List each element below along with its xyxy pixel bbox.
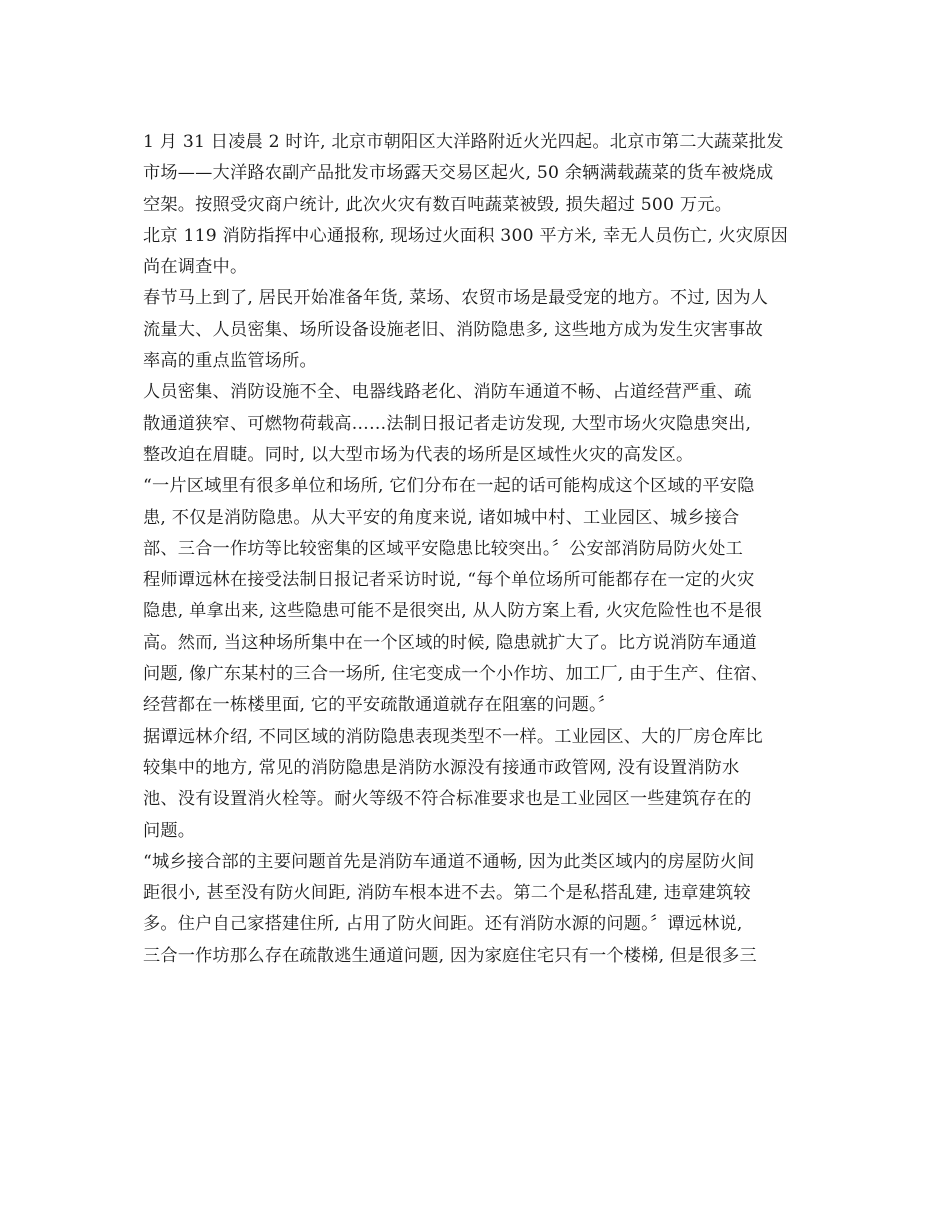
text-line: “城乡接合部的主要问题首先是消防车通道不通畅, 因为此类区域内的房屋防火间 [143,851,755,872]
text-line: 据谭远林介绍, 不同区域的消防隐患表现类型不一样。工业园区、大的厂房仓库比 [143,726,763,747]
text-line: 1 月 31 日凌晨 2 时许, 北京市朝阳区大洋路附近火光四起。北京市第二大蔬菜批发 [143,132,784,152]
text-line: 人员密集、消防设施不全、电器线路老化、消防车通道不畅、占道经营严重、疏 [143,382,752,403]
text-line: 池、没有设置消火栓等。耐火等级不符合标准要求也是工业园区一些建筑存在的 [143,789,752,810]
text-line: 问题, 像广东某村的三合一场所, 住宅变成一个小作坊、加工厂, 由于生产、住宿、 [143,664,769,685]
text-line: 市场——大洋路农副产品批发市场露天交易区起火, 50 余辆满载蔬菜的货车被烧成 [143,163,774,184]
text-line: 部、三合一作坊等比较密集的区域平安隐患比较突出。〞公安部消防局防火处工 [143,538,743,559]
text-line: 率高的重点监管场所。 [143,351,317,372]
text-line: 整改迫在眉睫。同时, 以大型市场为代表的场所是区域性火灾的高发区。 [143,444,694,465]
text-line: 北京 119 消防指挥中心通报称, 现场过火面积 300 平方米, 幸无人员伤亡, 火灾原因 [143,225,789,246]
text-line: 三合一作坊那么存在疏散逃生通道问题, 因为家庭住宅只有一个楼梯, 但是很多三 [143,945,757,966]
text-line: 问题。 [143,820,196,841]
text-line: 春节马上到了, 居民开始准备年货, 菜场、农贸市场是最受宠的地方。不过, 因为人 [143,288,769,309]
text-line: 距很小, 甚至没有防火间距, 消防车根本进不去。第二个是私搭乱建, 违章建筑较 [143,883,751,904]
text-line: 高。然而, 当这种场所集中在一个区域的时候, 隐患就扩大了。比方说消防车通道 [143,632,757,653]
text-line: 散通道狭窄、可燃物荷载高……法制日报记者走访发现, 大型市场火灾隐患突出, [143,413,752,434]
text-line: 患, 不仅是消防隐患。从大平安的角度来说, 诸如城中村、工业园区、城乡接合 [143,507,740,528]
text-line: 经营都在一栋楼里面, 它的平安疏散通道就存在阻塞的问题。〞 [143,695,616,716]
text-line: 多。住户自己家搭建住所, 占用了防火间距。还有消防水源的问题。〞谭远林说, [143,914,743,935]
text-line: 较集中的地方, 常见的消防隐患是消防水源没有接通市政管网, 没有设置消防水 [143,757,740,778]
text-line: 空架。按照受灾商户统计, 此次火灾有数百吨蔬菜被毁, 损失超过 500 万元。 [143,194,733,215]
article-body [143,127,805,972]
text-line: 尚在调查中。 [143,257,248,278]
text-line: 程师谭远林在接受法制日报记者采访时说, “每个单位场所可能都存在一定的火灾 [143,570,755,591]
text-line: 流量大、人员密集、场所设备设施老旧、消防隐患多, 这些地方成为发生灾害事故 [143,319,763,340]
text-line: 隐患, 单拿出来, 这些隐患可能不是很突出, 从人防方案上看, 火灾危险性也不是很 [143,601,763,622]
text-line: “一片区域里有很多单位和场所, 它们分布在一起的话可能构成这个区域的平安隐 [143,476,755,497]
